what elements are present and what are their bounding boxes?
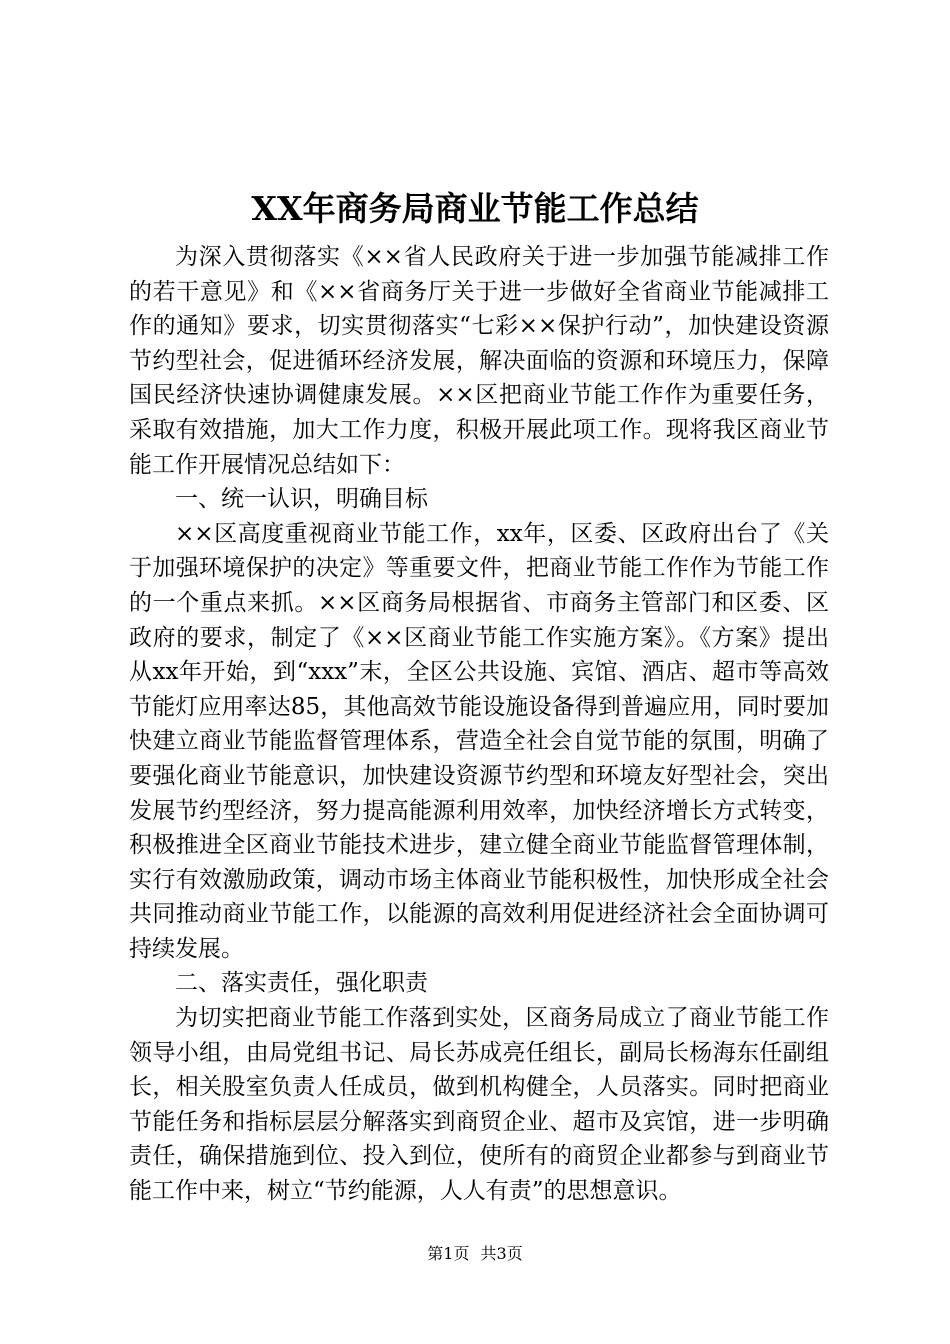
section-2-paragraph: 为切实把商业节能工作落到实处，区商务局成立了商业节能工作领导小组，由局党组书记、局长苏成亮任组长，副局长杨海东任副组长，相关股室负责人任成员，做到机构健全，人员落实。同时把商业节能任务和指标层层分解落实到商贸企业、超市及宾馆，进一步明确责任，确保措施到位、投入到位，使所有的商贸企业都参与到商业节能工作中来，树立“节约能源，人人有责”的思想意识。 xyxy=(129,1005,829,1205)
section-1-paragraph: ××区高度重视商业节能工作，xx年，区委、区政府出台了《关于加强环境保护的决定》等重要文件，把商业节能工作作为节能工作的一个重点来抓。××区商务局根据省、市商务主管部门和区委、区政府的要求，制定了《××区商业节能工作实施方案》。《方案》提出从xx年开始，到“xxx”末，全区公共设施、宾馆、酒店、超市等高效节能灯应用率达85，其他高效节能设施设备得到普遍应用，同时要加快建立商业节能监督管理体系，营造全社会自觉节能的氛围，明确了要强化商业节能意识，加快建设资源节约型和环境友好型社会，突出发展节约型经济，努力提高能源利用效率，加快经济增长方式转变，积极推进全区商业节能技术进步，建立健全商业节能监督管理体制，实行有效激励政策，调动市场主体商业节能积极性，加快形成全社会共同推动商业节能工作，以能源的高效利用促进经济社会全面协调可持续发展。 xyxy=(129,520,829,962)
page-total: 共3页 xyxy=(480,1244,523,1263)
page-footer xyxy=(0,1243,950,1265)
intro-paragraph: 为深入贯彻落实《××省人民政府关于进一步加强节能减排工作的若干意见》和《××省商务厅关于进一步做好全省商业节能减排工作的通知》要求，切实贯彻落实“七彩××保护行动”，加快建设资源节约型社会，促进循环经济发展，解决面临的资源和环境压力，保障国民经济快速协调健康发展。××区把商业节能工作作为重要任务，采取有效措施，加大工作力度，积极开展此项工作。现将我区商业节能工作开展情况总结如下： xyxy=(129,244,829,478)
section-heading-2: 二、落实责任，强化职责 xyxy=(175,970,428,997)
section-heading-1: 一、统一认识，明确目标 xyxy=(175,486,428,513)
document-title: XX年商务局商业节能工作总结 xyxy=(251,189,699,228)
page-number: 第1页 xyxy=(427,1244,470,1263)
document-body xyxy=(129,240,829,1209)
